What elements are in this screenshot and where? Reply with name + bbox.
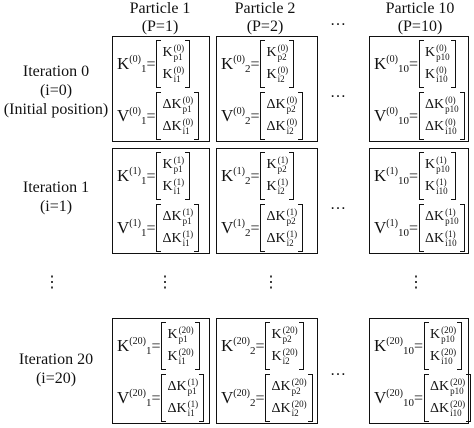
column-vector (260, 152, 294, 200)
row-header-iteration-20 (0, 350, 112, 388)
entry-subscript: p10 (441, 333, 455, 344)
entry-subscript: i1 (182, 125, 190, 136)
column-vector (424, 374, 471, 422)
entry-superscript: (1) (187, 398, 199, 409)
entry-superscript: (1) (286, 228, 298, 239)
entry-superscript: (0) (436, 42, 447, 53)
column-subtitle: (P=2) (246, 18, 284, 35)
vertical-ellipsis: ⋮ (157, 274, 173, 291)
entry-subscript: i1 (178, 355, 186, 366)
entry-superscript: (1) (286, 206, 298, 217)
entry-subscript: i2 (291, 407, 299, 418)
velocity-vector (374, 91, 465, 141)
velocity-vector (221, 203, 303, 253)
entry-subscript: p2 (286, 215, 296, 226)
equation-lhs: $V^{(1)}_1=$ (117, 217, 156, 239)
matrix-entry: ΔK (0) p10 (424, 94, 459, 114)
entry-superscript: (1) (277, 176, 289, 187)
entry-superscript: (20) (282, 324, 298, 335)
position-vector (221, 151, 294, 201)
entry-subscript: i10 (436, 73, 448, 84)
entry-superscript: (0) (436, 64, 447, 75)
column-vector (265, 374, 312, 422)
entry-subscript: p2 (282, 333, 292, 344)
velocity-vector (221, 91, 303, 141)
matrix-entry: K (20) i2 (271, 346, 298, 366)
entry-superscript: (1) (187, 376, 199, 387)
entry-subscript: p2 (277, 163, 287, 174)
entry-superscript: (1) (173, 154, 185, 165)
matrix-entry: K (1) i10 (424, 176, 448, 196)
position-vector (374, 151, 456, 201)
equation-lhs: $K^{(20)}_1=$ (117, 335, 161, 357)
matrix-entry: K (0) p2 (266, 42, 289, 62)
entry-subscript: i2 (277, 185, 285, 196)
equation-lhs: $V^{(0)}_2=$ (221, 105, 260, 127)
equation-lhs: $V^{(20)}_2=$ (221, 387, 265, 409)
velocity-vector (117, 91, 199, 141)
matrix-entry: K (0) i10 (424, 64, 448, 84)
matrix-entry: ΔK (0) i10 (424, 116, 457, 136)
matrix-entry: K (1) p2 (266, 154, 289, 174)
horizontal-ellipsis: … (330, 84, 347, 101)
row-note: (Initial position) (3, 101, 109, 118)
row-header-iteration-0 (0, 62, 112, 119)
entry-superscript: (0) (445, 94, 456, 105)
entry-subscript: p2 (291, 385, 301, 396)
column-vector (260, 92, 303, 140)
equation-lhs: $V^{(1)}_2=$ (221, 217, 260, 239)
matrix-entry: ΔK (20) p2 (271, 376, 307, 396)
entry-superscript: (1) (436, 154, 447, 165)
entry-subscript: i2 (286, 125, 294, 136)
column-vector (156, 92, 199, 140)
matrix-entry: ΔK (0) p2 (266, 94, 298, 114)
entry-subscript: p10 (450, 385, 464, 396)
horizontal-ellipsis: … (330, 362, 347, 379)
equation-lhs: $K^{(0)}_{10}=$ (374, 53, 418, 75)
equation-lhs: $V^{(0)}_{10}=$ (374, 105, 418, 127)
matrix-entry: K (1) i2 (266, 176, 289, 196)
entry-subscript: i10 (441, 355, 453, 366)
matrix-entry: ΔK (20) i2 (271, 398, 307, 418)
velocity-vector (117, 373, 204, 423)
horizontal-ellipsis: … (330, 196, 347, 213)
entry-subscript: p1 (178, 333, 188, 344)
matrix-entry: ΔK (1) i1 (167, 398, 199, 418)
entry-subscript: p10 (445, 103, 459, 114)
entry-subscript: i10 (445, 237, 457, 248)
column-vector (156, 40, 190, 88)
row-title: Iteration 1 (22, 179, 90, 196)
entry-superscript: (0) (277, 42, 289, 53)
cell-iteration-1-particle-1 (112, 148, 210, 254)
matrix-entry: ΔK (1) i2 (266, 228, 298, 248)
column-vector (161, 374, 204, 422)
entry-subscript: i1 (173, 73, 181, 84)
entry-subscript: p1 (187, 385, 197, 396)
equation-lhs: $K^{(0)}_2=$ (221, 53, 260, 75)
entry-superscript: (1) (182, 228, 194, 239)
entry-subscript: p2 (277, 51, 287, 62)
entry-subscript: p1 (182, 103, 192, 114)
position-vector (117, 151, 190, 201)
matrix-entry: K (20) i1 (167, 346, 194, 366)
column-vector (419, 204, 465, 252)
entry-superscript: (20) (450, 376, 466, 387)
equation-lhs: $K^{(1)}_2=$ (221, 165, 260, 187)
entry-superscript: (20) (282, 346, 298, 357)
equation-lhs: $K^{(20)}_{10}=$ (374, 335, 423, 357)
matrix-entry: ΔK (20) i10 (429, 398, 466, 418)
velocity-vector (221, 373, 313, 423)
row-subtitle: (i=20) (35, 370, 77, 387)
entry-superscript: (20) (291, 398, 307, 409)
column-subtitle: (P=10) (397, 18, 443, 35)
entry-superscript: (0) (286, 116, 298, 127)
entry-superscript: (0) (173, 42, 185, 53)
column-vector (419, 152, 456, 200)
matrix-entry: K (20) p1 (167, 324, 194, 344)
matrix-entry: K (20) p10 (429, 324, 457, 344)
equation-lhs: $V^{(1)}_{10}=$ (374, 217, 418, 239)
entry-subscript: p2 (286, 103, 296, 114)
entry-subscript: i2 (286, 237, 294, 248)
position-vector (117, 39, 190, 89)
row-title: Iteration 20 (18, 351, 94, 368)
column-vector (156, 204, 199, 252)
matrix-entry: ΔK (1) i1 (162, 228, 194, 248)
row-title: Iteration 0 (22, 63, 90, 80)
matrix-entry: K (0) i1 (162, 64, 185, 84)
column-vector (419, 40, 456, 88)
horizontal-ellipsis: … (330, 12, 347, 29)
column-subtitle: (P=1) (141, 18, 179, 35)
vertical-ellipsis: ⋮ (408, 274, 424, 291)
cell-iteration-0-particle-1 (112, 36, 210, 142)
entry-superscript: (20) (291, 376, 307, 387)
entry-subscript: p1 (173, 163, 183, 174)
equation-lhs: $V^{(20)}_{10}=$ (374, 387, 423, 409)
column-title: Particle 1 (129, 0, 191, 17)
entry-superscript: (20) (450, 398, 466, 409)
entry-superscript: (1) (173, 176, 185, 187)
entry-subscript: p1 (173, 51, 183, 62)
row-subtitle: (i=0) (39, 82, 73, 99)
cell-iteration-20-particle-2 (216, 318, 318, 424)
cell-iteration-1-particle-2 (216, 148, 318, 254)
velocity-vector (374, 203, 465, 253)
matrix-entry: ΔK (1) p2 (266, 206, 298, 226)
column-vector (424, 322, 462, 370)
entry-superscript: (20) (441, 324, 457, 335)
column-vector (161, 322, 199, 370)
velocity-vector (374, 373, 471, 423)
entry-subscript: i2 (282, 355, 290, 366)
matrix-entry: ΔK (20) p10 (429, 376, 466, 396)
cell-iteration-1-particle-10 (369, 148, 469, 254)
entry-subscript: i1 (182, 237, 190, 248)
entry-superscript: (1) (182, 206, 194, 217)
entry-superscript: (0) (182, 116, 194, 127)
position-vector (374, 39, 456, 89)
entry-superscript: (20) (441, 346, 457, 357)
matrix-entry: ΔK (0) i2 (266, 116, 298, 136)
matrix-entry: ΔK (1) p1 (167, 376, 199, 396)
velocity-vector (117, 203, 199, 253)
entry-superscript: (0) (182, 94, 194, 105)
equation-lhs: $V^{(0)}_1=$ (117, 105, 156, 127)
equation-lhs: $K^{(0)}_1=$ (117, 53, 156, 75)
column-header-particle-1 (112, 0, 208, 36)
matrix-entry: ΔK (1) i10 (424, 228, 457, 248)
entry-subscript: i1 (187, 407, 195, 418)
column-header-particle-10 (366, 0, 474, 36)
matrix-entry: ΔK (1) p10 (424, 206, 459, 226)
row-header-iteration-1 (0, 178, 112, 216)
column-vector (419, 92, 465, 140)
entry-superscript: (20) (178, 346, 194, 357)
matrix-entry: K (1) p10 (424, 154, 450, 174)
matrix-entry: K (1) i1 (162, 176, 185, 196)
row-subtitle: (i=1) (39, 198, 73, 215)
matrix-entry: K (0) p1 (162, 42, 185, 62)
cell-iteration-0-particle-2 (216, 36, 318, 142)
entry-subscript: p10 (445, 215, 459, 226)
column-title: Particle 10 (385, 0, 455, 17)
column-title: Particle 2 (234, 0, 296, 17)
matrix-entry: K (1) p1 (162, 154, 185, 174)
equation-lhs: $K^{(20)}_2=$ (221, 335, 265, 357)
entry-subscript: p10 (436, 51, 450, 62)
entry-superscript: (1) (445, 206, 456, 217)
entry-superscript: (1) (436, 176, 447, 187)
entry-subscript: p10 (436, 163, 450, 174)
position-vector (374, 321, 462, 371)
cell-iteration-20-particle-10 (369, 318, 469, 424)
matrix-entry: K (20) p2 (271, 324, 298, 344)
equation-lhs: $K^{(1)}_1=$ (117, 165, 156, 187)
entry-superscript: (0) (445, 116, 456, 127)
matrix-entry: ΔK (0) i1 (162, 116, 194, 136)
entry-subscript: p1 (182, 215, 192, 226)
column-header-particle-2 (217, 0, 313, 36)
matrix-entry: K (20) i10 (429, 346, 457, 366)
position-vector (221, 39, 294, 89)
matrix-entry: ΔK (1) p1 (162, 206, 194, 226)
position-vector (117, 321, 200, 371)
entry-superscript: (0) (173, 64, 185, 75)
column-vector (265, 322, 303, 370)
cell-iteration-20-particle-1 (112, 318, 210, 424)
vertical-ellipsis: ⋮ (44, 274, 60, 291)
entry-superscript: (0) (277, 64, 289, 75)
column-vector (260, 204, 303, 252)
column-vector (260, 40, 294, 88)
position-vector (221, 321, 304, 371)
entry-superscript: (20) (178, 324, 194, 335)
matrix-entry: K (0) p10 (424, 42, 450, 62)
equation-lhs: $V^{(20)}_1=$ (117, 387, 161, 409)
cell-iteration-0-particle-10 (369, 36, 469, 142)
entry-subscript: i10 (450, 407, 462, 418)
entry-subscript: i10 (436, 185, 448, 196)
entry-subscript: i2 (277, 73, 285, 84)
entry-subscript: i1 (173, 185, 181, 196)
entry-superscript: (0) (286, 94, 298, 105)
entry-subscript: i10 (445, 125, 457, 136)
column-vector (156, 152, 190, 200)
matrix-entry: ΔK (0) p1 (162, 94, 194, 114)
entry-superscript: (1) (277, 154, 289, 165)
equation-lhs: $K^{(1)}_{10}=$ (374, 165, 418, 187)
vertical-ellipsis: ⋮ (263, 274, 279, 291)
entry-superscript: (1) (445, 228, 456, 239)
matrix-entry: K (0) i2 (266, 64, 289, 84)
